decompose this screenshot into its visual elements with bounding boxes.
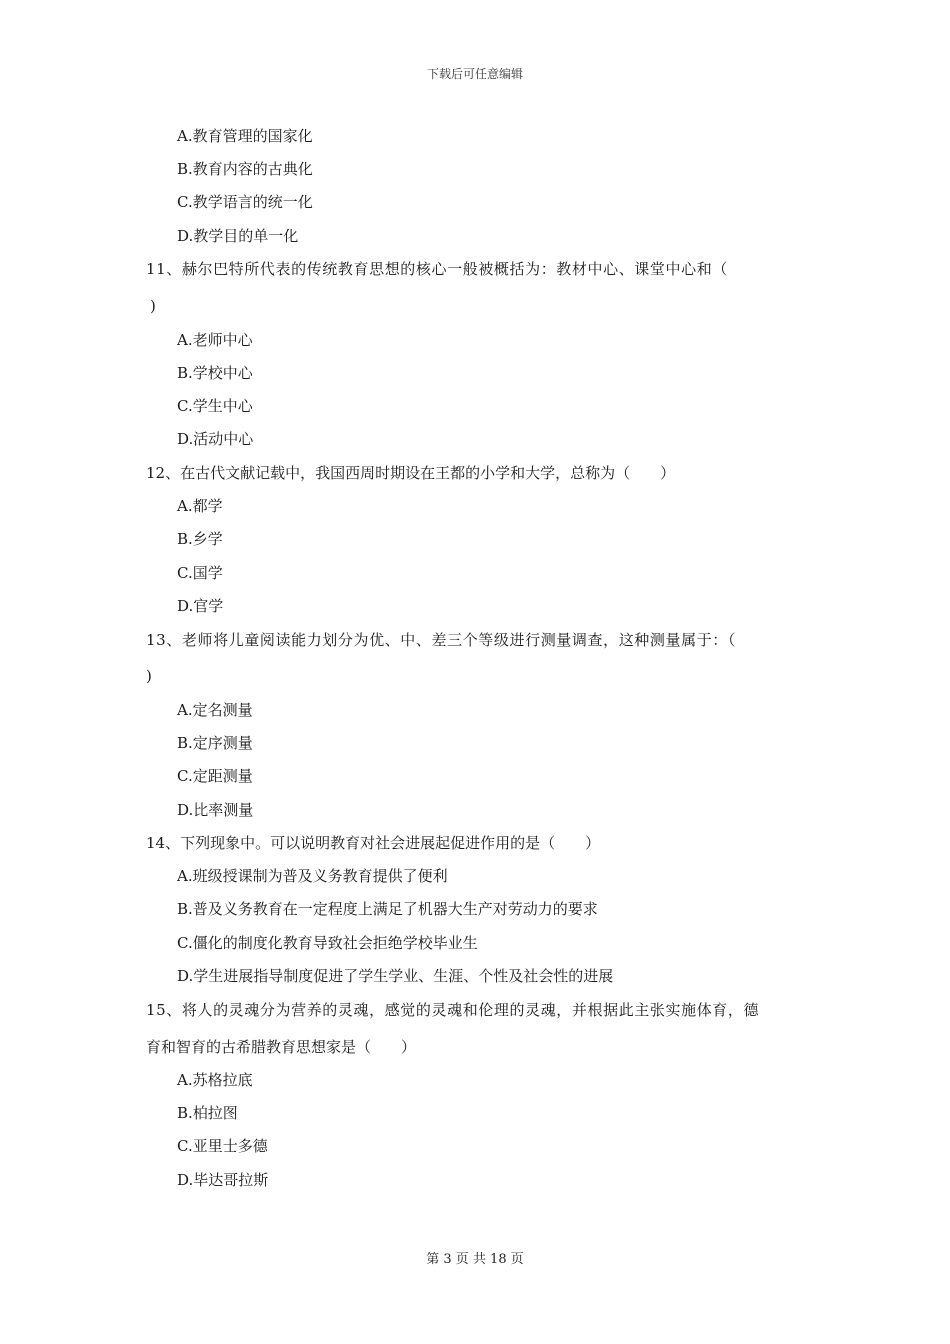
option-a: A.苏格拉底 — [177, 1071, 253, 1089]
question-15-text-cont: 育和智育的古希腊教育思想家是（ ） — [146, 1038, 417, 1056]
option-b: B.学校中心 — [177, 364, 253, 382]
question-13-text-cont: ) — [146, 667, 152, 685]
question-12-text: 12、在古代文献记载中，我国西周时期设在王都的小学和大学，总称为（ ） — [146, 464, 676, 482]
option-b: B.柏拉图 — [177, 1104, 238, 1122]
option-c: C.亚里士多德 — [177, 1137, 268, 1155]
question-15-text: 15、将人的灵魂分为营养的灵魂，感觉的灵魂和伦理的灵魂，并根据此主张实施体育，德 — [146, 1001, 760, 1019]
question-13-text: 13、老师将儿童阅读能力划分为优、中、差三个等级进行测量调查，这种测量属于：（ — [146, 631, 736, 649]
page-footer: 第 3 页 共 18 页 — [426, 1252, 524, 1267]
option-c: C.定距测量 — [177, 767, 253, 785]
option-b: B.定序测量 — [177, 734, 253, 752]
question-14-text: 14、下列现象中。可以说明教育对社会进展起促进作用的是（ ） — [146, 834, 601, 852]
option-b: B.教育内容的古典化 — [177, 160, 313, 178]
option-a: A.教育管理的国家化 — [177, 127, 313, 145]
option-c: C.学生中心 — [177, 397, 253, 415]
option-d: D.毕达哥拉斯 — [177, 1171, 269, 1189]
option-b: B.普及义务教育在一定程度上满足了机器大生产对劳动力的要求 — [177, 900, 598, 918]
page-header: 下载后可任意编辑 — [426, 67, 523, 81]
option-c: C.僵化的制度化教育导致社会拒绝学校毕业生 — [177, 934, 478, 952]
option-d: D.活动中心 — [177, 430, 254, 448]
option-a: A.老师中心 — [177, 331, 253, 349]
option-a: A.定名测量 — [177, 701, 253, 719]
question-11-text-cont: ) — [150, 297, 156, 315]
option-d: D.比率测量 — [177, 801, 254, 819]
option-d: D.官学 — [177, 597, 224, 615]
question-11-text: 11、赫尔巴特所代表的传统教育思想的核心一般被概括为：教材中心、课堂中心和（ — [146, 260, 728, 278]
option-a: A.班级授课制为普及义务教育提供了便利 — [177, 867, 448, 885]
option-b: B.乡学 — [177, 530, 223, 548]
option-a: A.都学 — [177, 497, 223, 515]
option-c: C.国学 — [177, 564, 223, 582]
option-d: D.教学目的单一化 — [177, 227, 299, 245]
option-c: C.教学语言的统一化 — [177, 193, 313, 211]
option-d: D.学生进展指导制度促进了学生学业、生涯、个性及社会性的进展 — [177, 967, 614, 985]
